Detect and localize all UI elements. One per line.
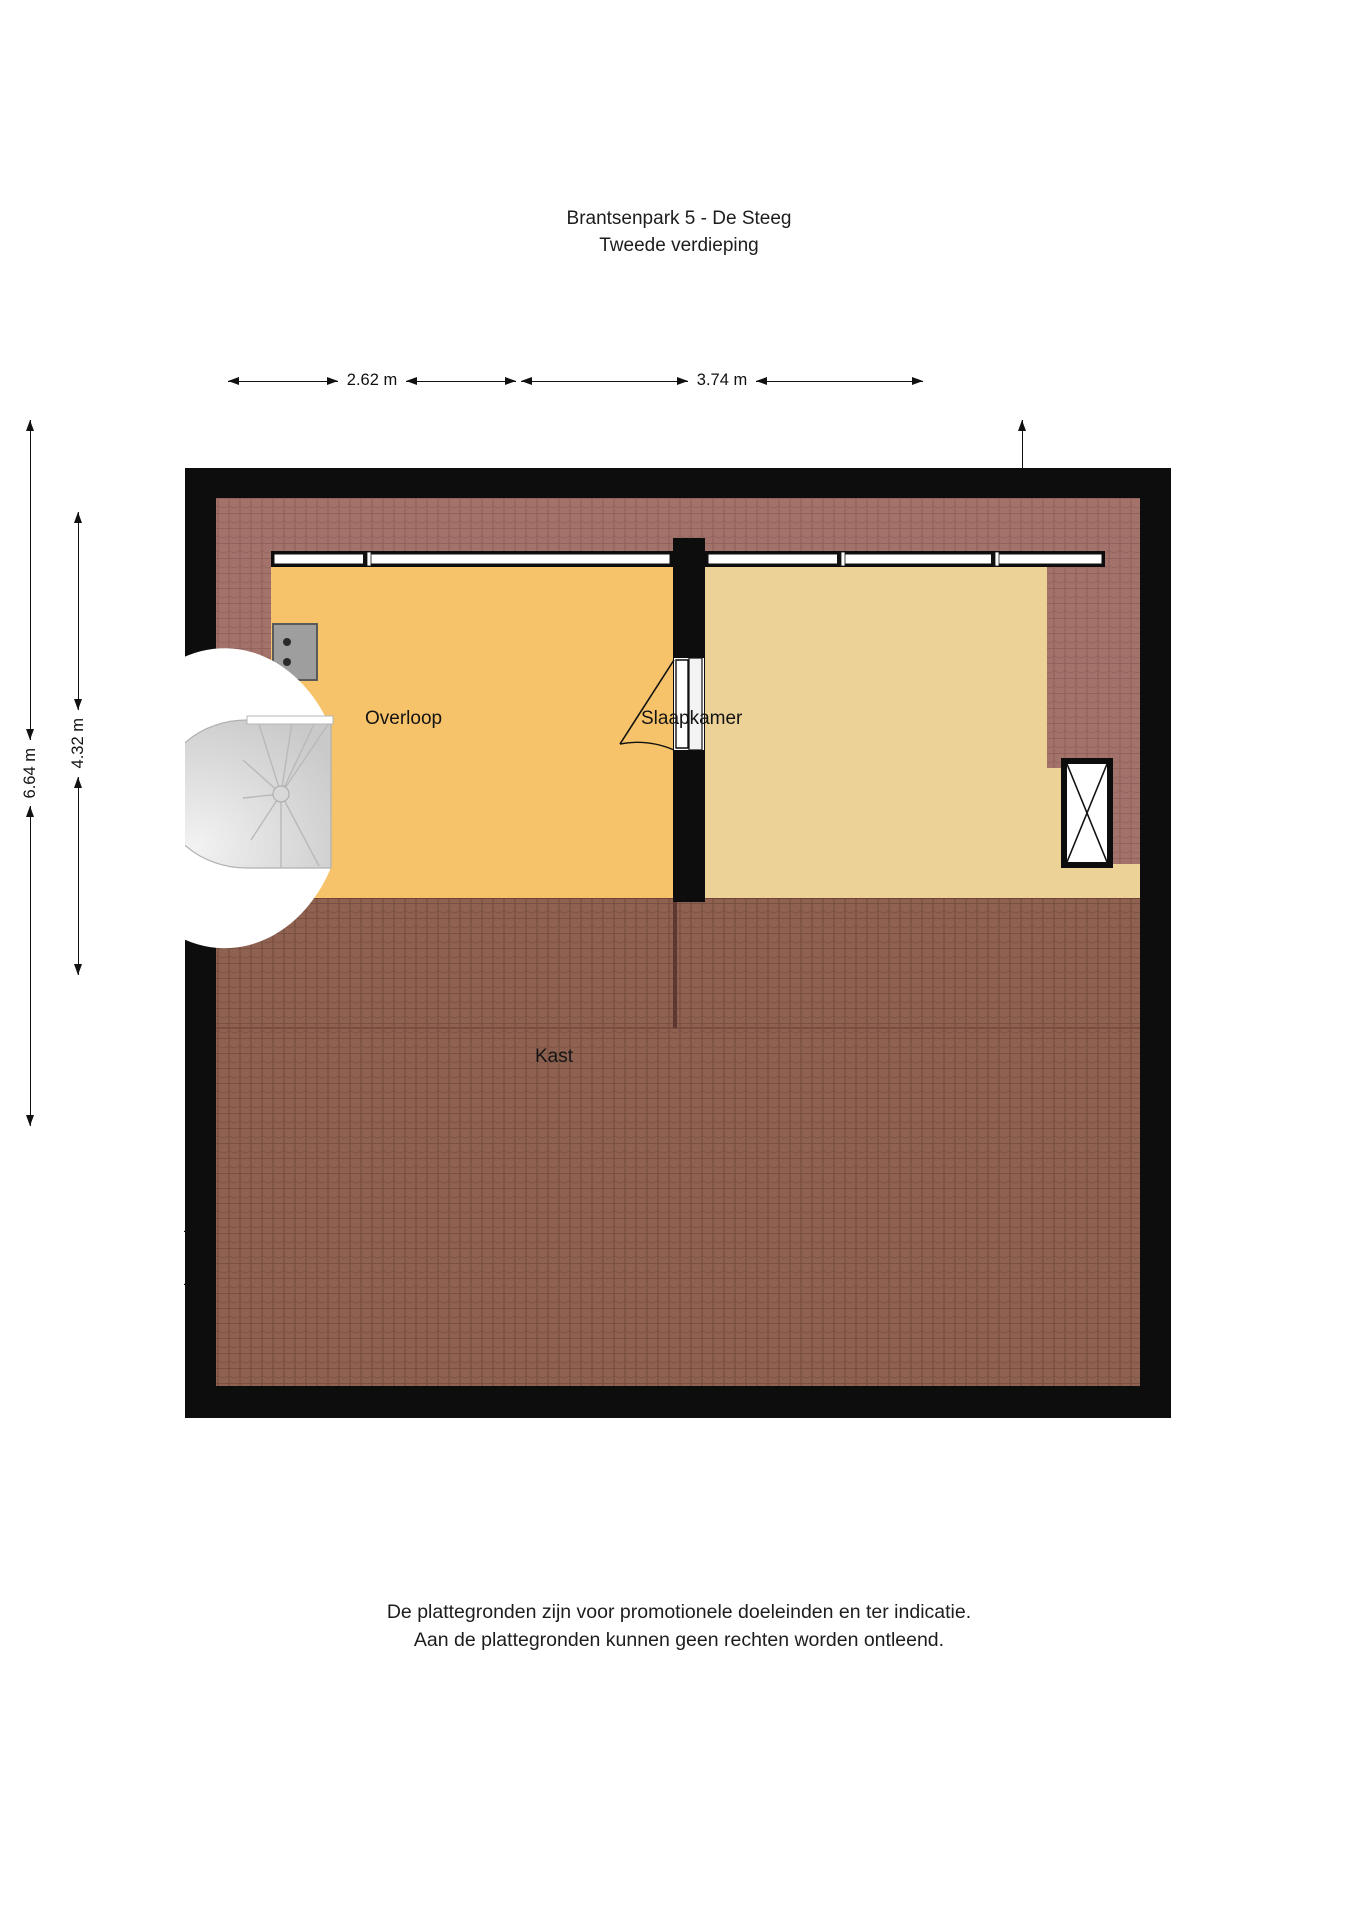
dimension-line (78, 512, 79, 710)
window-top-right (705, 551, 1105, 567)
dimension-label: 6.64 m (20, 747, 39, 799)
dimension-top-1 (228, 372, 516, 390)
disclaimer-line-1: De plattegronden zijn voor promotionele doeleinden en ter indicatie. (386, 1601, 972, 1623)
window-top-left (271, 551, 673, 567)
dimension-line (228, 381, 338, 382)
dimension-label: 3.74 m (696, 370, 748, 389)
dimension-left-1 (68, 512, 88, 975)
floorplan (185, 468, 1171, 1418)
dimension-left-total (20, 420, 40, 1126)
dimension-line (30, 420, 31, 740)
room-label-overloop: Overloop (365, 708, 443, 729)
dimension-line (78, 777, 79, 975)
dimension-line (406, 381, 516, 382)
room-label-kast: Kast (535, 1046, 574, 1067)
floor-subtitle: Tweede verdieping (599, 235, 759, 256)
disclaimer-line-2: Aan de plattegronden kunnen geen rechten worden ontleend. (413, 1629, 945, 1651)
page-title: Brantsenpark 5 - De Steeg (566, 208, 792, 229)
floorplan-svg (185, 468, 1171, 1418)
dimension-line (30, 806, 31, 1126)
dimension-label: 4.32 m (68, 718, 87, 769)
title-block (0, 205, 1358, 259)
dimension-line (521, 381, 688, 382)
dimension-line (756, 381, 923, 382)
disclaimer (0, 1598, 1358, 1654)
shaft-right (1061, 758, 1113, 868)
dimension-top-2 (521, 372, 923, 390)
dimension-label: 2.62 m (346, 370, 398, 389)
room-label-slaapkamer: Slaapkamer (641, 708, 743, 729)
